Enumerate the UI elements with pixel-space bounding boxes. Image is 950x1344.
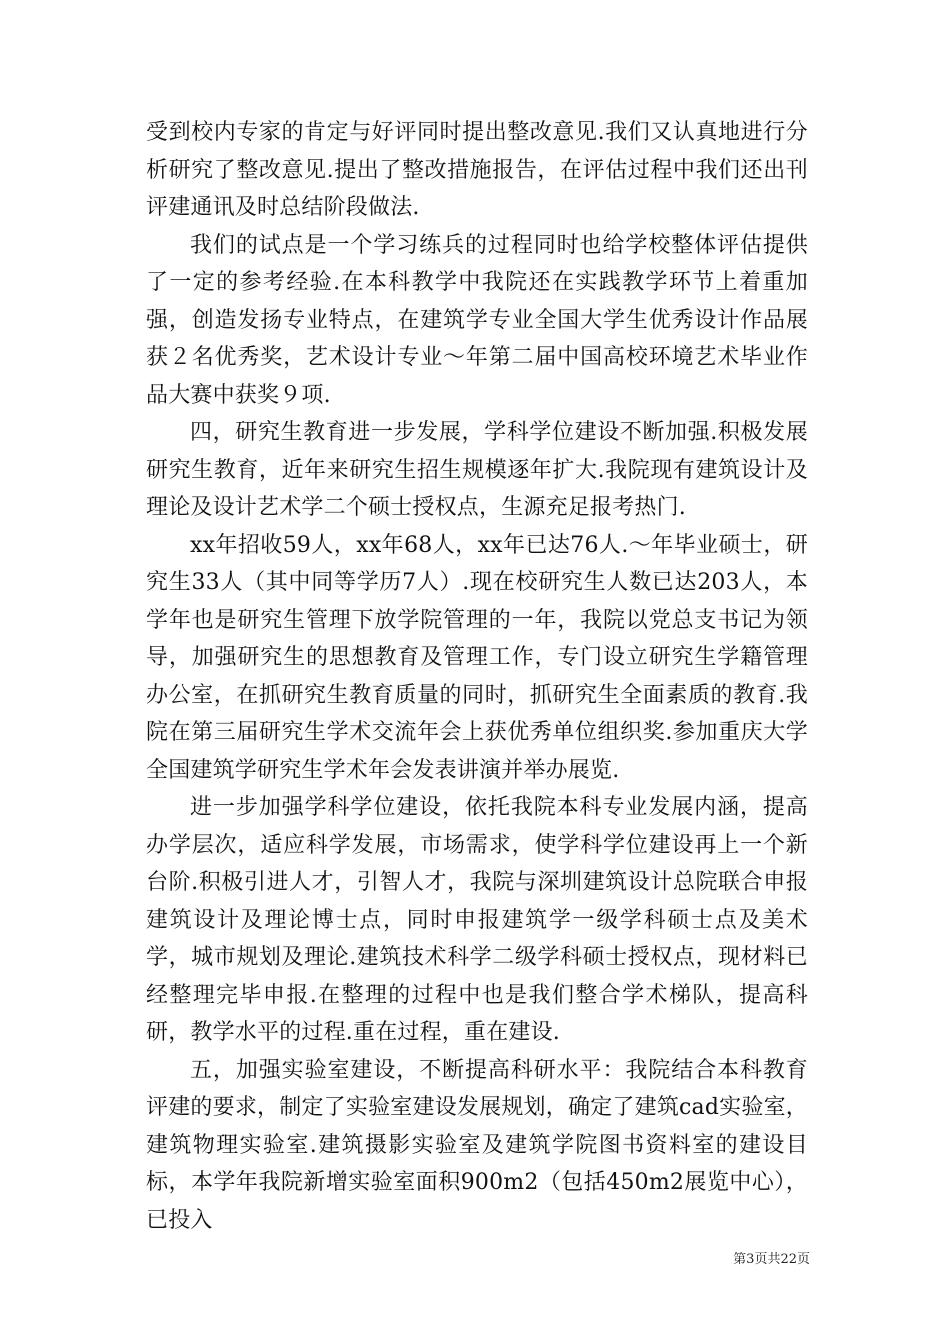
body-text: [146, 114, 808, 1239]
paragraph-2: 我们的试点是一个学习练兵的过程同时也给学校整体评估提供了一定的参考经验.在本科教学中我院还在实践教学环节上着重加强，创造发扬专业特点，在建筑学专业全国大学生优秀设计作品展获２名优秀奖，艺术设计专业～年第二届中国高校环境艺术毕业作品大赛中获奖９项.: [146, 232, 808, 408]
paragraph-6: 五，加强实验室建设，不断提高科研水平：我院结合本科教育评建的要求，制定了实验室建设发展规划，确定了建筑cad实验室，建筑物理实验室.建筑摄影实验室及建筑学院图书资料室的建设目标，本学年我院新增实验室面积900m2（包括450m2展览中心），已投入: [146, 1057, 808, 1233]
paragraph-4: xx年招收59人，xx年68人，xx年已达76人.～年毕业硕士，研究生33人（其中同等学历7人）.现在校研究生人数已达203人，本学年也是研究生管理下放学院管理的一年，我院以党总支书记为领导，加强研究生的思想教育及管理工作，专门设立研究生学籍管理办公室，在抓研究生教育质量的同时，抓研究生全面素质的教育.我院在第三届研究生学术交流年会上获优秀单位组织奖.参加重庆大学全国建筑学研究生学术年会发表讲演并举办展览.: [146, 532, 808, 783]
paragraph-3: 四，研究生教育进一步发展，学科学位建设不断加强.积极发展研究生教育，近年来研究生招生规模逐年扩大.我院现有建筑设计及理论及设计艺术学二个硕士授权点，生源充足报考热门.: [146, 420, 808, 520]
paragraph-5: 进一步加强学科学位建设，依托我院本科专业发展内涵，提高办学层次，适应科学发展，市场需求，使学科学位建设再上一个新台阶.积极引进人才，引智人才，我院与深圳建筑设计总院联合申报建筑设计及理论博士点，同时申报建筑学一级学科硕士点及美术学，城市规划及理论.建筑技术科学二级学科硕士授权点，现材料已经整理完毕申报.在整理的过程中也是我们整合学术梯队，提高科研，教学水平的过程.重在过程，重在建设.: [146, 795, 808, 1045]
paragraph-1: 受到校内专家的肯定与好评同时提出整改意见.我们又认真地进行分析研究了整改意见.提出了整改措施报告，在评估过程中我们还出刊评建通讯及时总结阶段做法.: [146, 120, 808, 220]
page-number-footer: 第3页共22页: [733, 1252, 810, 1267]
